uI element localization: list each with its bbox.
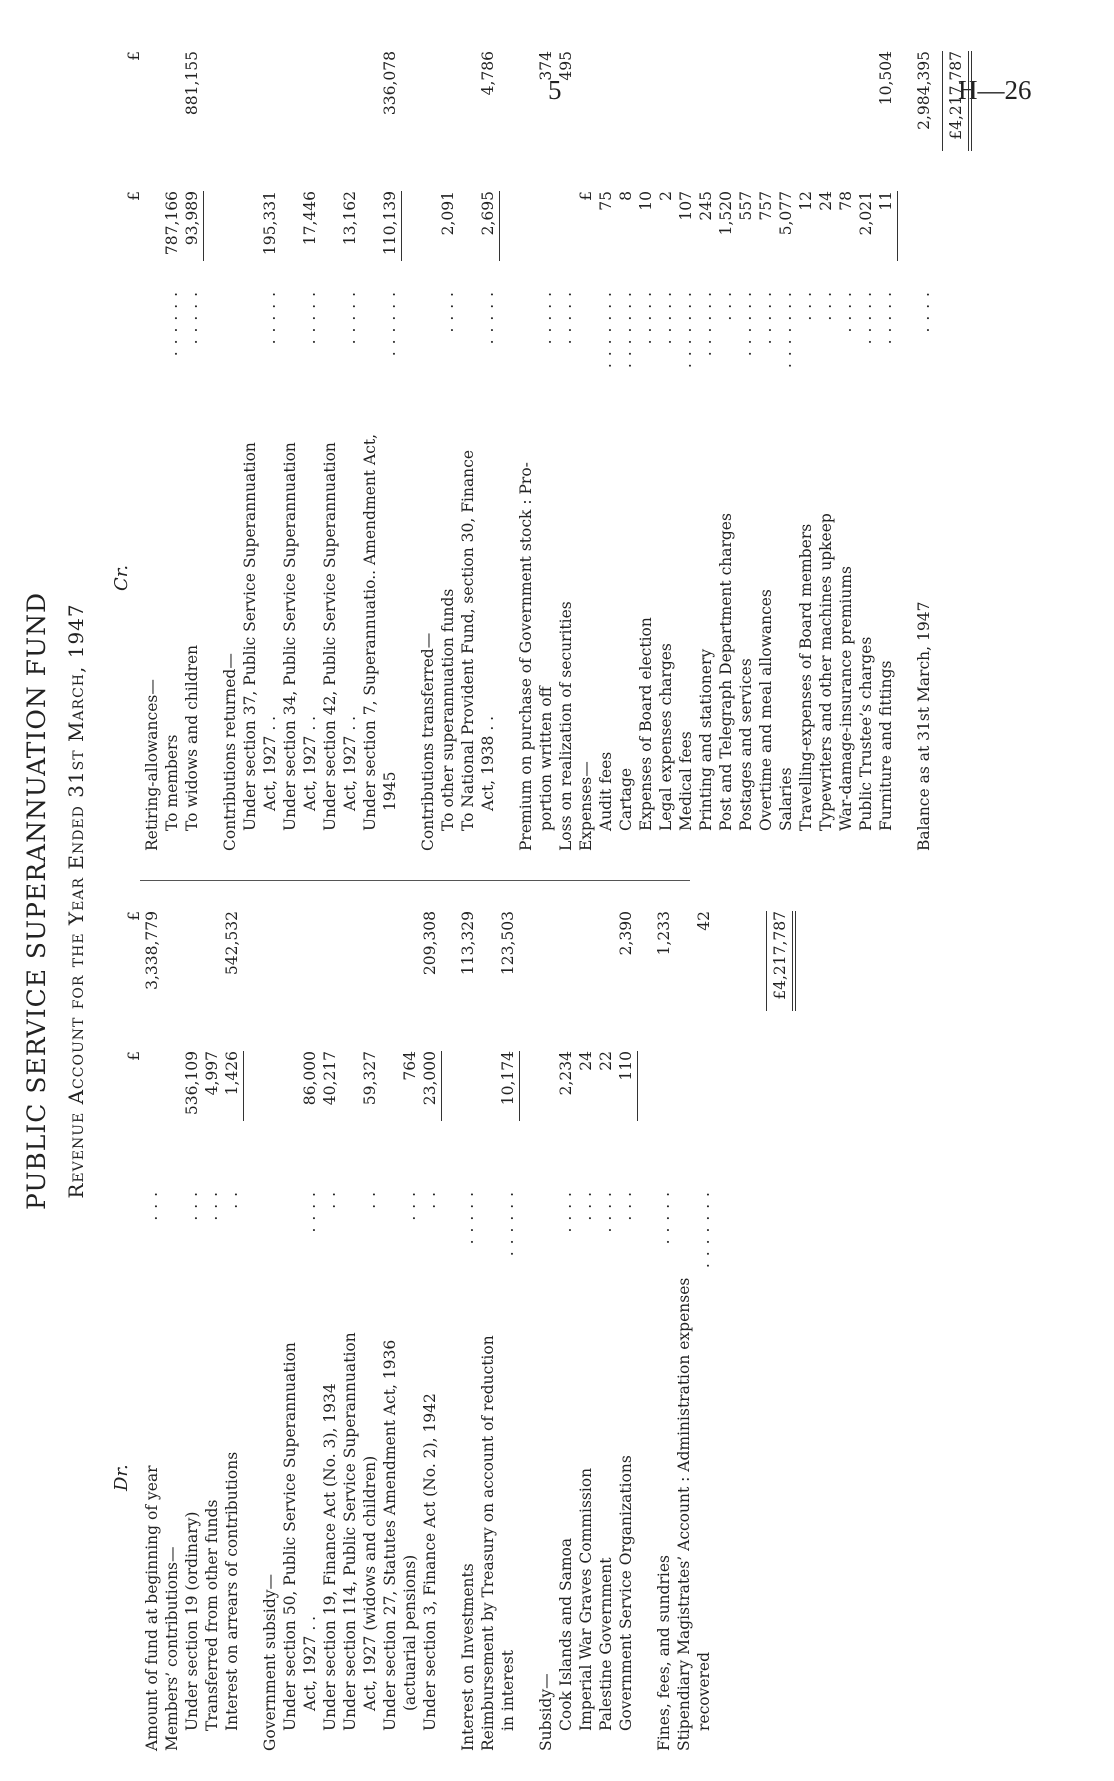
cr-row bbox=[240, 21, 260, 1781]
cr-row-label: Overtime and meal allowances bbox=[757, 589, 775, 831]
dr-row-label: (actuarial pensions) bbox=[401, 1554, 419, 1711]
cr-col2-amount: £4,217,787 bbox=[947, 51, 965, 140]
cr-col2-amount: 881,155 bbox=[183, 51, 201, 116]
cr-leader-dots: . . . . . bbox=[537, 291, 555, 345]
dr-col2-amount: 542,532 bbox=[223, 911, 241, 976]
cr-col1-amount: £ bbox=[577, 191, 595, 201]
dr-col1-amount: 24 bbox=[577, 1051, 595, 1071]
cr-row bbox=[162, 21, 182, 1781]
dr-row-label: Under section 3, Finance Act (No. 2), 1942 bbox=[421, 1393, 439, 1731]
cr-row-label: Under section 42, Public Service Superannuation bbox=[321, 442, 339, 831]
cr-row-label: 1945 bbox=[381, 771, 399, 811]
cr-leader-dots: . . . bbox=[817, 291, 835, 321]
cr-row-label: Salaries bbox=[777, 767, 795, 831]
cr-row bbox=[946, 21, 966, 1781]
dr-row-label: Palestine Government bbox=[597, 1557, 615, 1731]
cr-leader-dots: . . . . . bbox=[877, 291, 895, 345]
dr-col1-amount: 536,109 bbox=[183, 1051, 201, 1116]
dr-col1-currency: £ bbox=[125, 1051, 143, 1061]
dr-row-label: Government subsidy— bbox=[261, 1574, 279, 1751]
paper-reference: H—26 bbox=[958, 75, 1032, 105]
cr-row bbox=[380, 21, 400, 1781]
cr-col2-amount: 336,078 bbox=[381, 51, 399, 116]
dr-row-label: Imperial War Graves Commission bbox=[577, 1467, 595, 1731]
account-title: Revenue Account for the Year Ended 31st March, 1947 bbox=[64, 603, 88, 1199]
fund-title: PUBLIC SERVICE SUPERANNUATION FUND bbox=[22, 591, 51, 1211]
cr-col1-amount: 2 bbox=[657, 191, 675, 201]
cr-col1-amount: 75 bbox=[597, 191, 615, 211]
cr-col1-amount: 787,166 bbox=[163, 191, 181, 256]
cr-row-label: Audit fees bbox=[597, 751, 615, 831]
dr-col2-amount: 1,233 bbox=[655, 911, 673, 956]
cr-col2-amount: 374 bbox=[537, 51, 555, 81]
cr-row bbox=[816, 21, 836, 1781]
cr-row-label: Balance as at 31st March, 1947 bbox=[915, 601, 933, 851]
cr-subtotal-rule bbox=[401, 191, 402, 261]
dr-row-label: Government Service Organizations bbox=[617, 1455, 635, 1731]
cr-row bbox=[876, 21, 896, 1781]
cr-row bbox=[596, 21, 616, 1781]
cr-col1-amount: 13,162 bbox=[341, 191, 359, 246]
cr-row bbox=[616, 21, 636, 1781]
dr-row-label: Subsidy— bbox=[537, 1673, 555, 1751]
dr-col1-amount: 40,217 bbox=[321, 1051, 339, 1106]
dr-leader-dots: . . . bbox=[617, 1191, 635, 1221]
cr-leader-dots: . . . . bbox=[439, 291, 457, 333]
cr-total-rule-top bbox=[942, 51, 943, 151]
dr-row-label: Under section 19, Finance Act (No. 3), 1934 bbox=[321, 1383, 339, 1731]
dr-row-label: Amount of fund at beginning of year bbox=[143, 1465, 161, 1751]
cr-col1-amount: 93,989 bbox=[183, 191, 201, 246]
cr-leader-dots: . . . . . . . bbox=[777, 291, 795, 369]
cr-row-label: Furniture and fittings bbox=[877, 660, 895, 831]
cr-row bbox=[142, 21, 162, 1781]
dr-row bbox=[202, 21, 222, 1781]
cr-row-label: Medical fees bbox=[677, 731, 695, 831]
cr-leader-dots: . . . . . bbox=[183, 291, 201, 345]
cr-leader-dots: . . . . . bbox=[657, 291, 675, 345]
cr-leader-dots: . . . . . bbox=[757, 291, 775, 345]
cr-leader-dots: . . . . . bbox=[301, 291, 319, 345]
cr-row bbox=[676, 21, 696, 1781]
cr-row bbox=[716, 21, 736, 1781]
cr-row-label: To other superannuation funds bbox=[439, 588, 457, 831]
cr-row bbox=[796, 21, 816, 1781]
cr-row-label: Act, 1938 . . bbox=[479, 715, 497, 811]
cr-row-label: Cartage bbox=[617, 767, 635, 831]
cr-row bbox=[696, 21, 716, 1781]
cr-leader-dots: . . . . . bbox=[479, 291, 497, 345]
cr-row-label: Typewriters and other machines upkeep bbox=[817, 513, 835, 831]
cr-row-label: Premium on purchase of Government stock : Pro- bbox=[517, 462, 535, 851]
cr-row-label: Expenses of Board election bbox=[637, 617, 655, 831]
cr-row bbox=[438, 21, 458, 1781]
dr-row-label: Under section 27, Statutes Amendment Act, 1936 bbox=[381, 1339, 399, 1731]
cr-col1-amount: 24 bbox=[817, 191, 835, 211]
cr-col2-currency: £ bbox=[125, 51, 143, 61]
cr-leader-dots: . . . . . . . bbox=[617, 291, 635, 369]
dr-row bbox=[498, 21, 518, 1781]
dr-col2-amount: 2,390 bbox=[617, 911, 635, 956]
cr-row bbox=[340, 21, 360, 1781]
cr-row bbox=[360, 21, 380, 1781]
cr-row bbox=[418, 21, 438, 1781]
dr-col2-amount: 3,338,779 bbox=[143, 911, 161, 990]
dr-col1-amount: 86,000 bbox=[301, 1051, 319, 1106]
cr-col1-amount: 757 bbox=[757, 191, 775, 221]
dr-col1-amount: 110 bbox=[617, 1051, 635, 1081]
cr-row-label: Public Trustee’s charges bbox=[857, 636, 875, 831]
cr-leader-dots: . . . . . . bbox=[163, 291, 181, 357]
cr-col2-amount: 10,504 bbox=[877, 51, 895, 106]
cr-leader-dots: . . . . . bbox=[637, 291, 655, 345]
cr-col1-amount: 2,695 bbox=[479, 191, 497, 236]
dr-col2-currency: £ bbox=[125, 911, 143, 921]
cr-row-label: Retiring-allowances— bbox=[143, 679, 161, 851]
cr-row bbox=[220, 21, 240, 1781]
cr-row bbox=[458, 21, 478, 1781]
dr-row-label: Interest on Investments bbox=[459, 1563, 477, 1751]
cr-subtotal-rule bbox=[897, 191, 898, 261]
dr-col1-amount: 764 bbox=[401, 1051, 419, 1081]
cr-leader-dots: . . . . . bbox=[857, 291, 875, 345]
cr-leader-dots: . . . bbox=[717, 291, 735, 321]
dr-col2-amount: £4,217,787 bbox=[771, 911, 789, 1000]
cr-row bbox=[756, 21, 776, 1781]
cr-row bbox=[260, 21, 280, 1781]
dr-col2-amount: 42 bbox=[695, 911, 713, 931]
dr-row-label: Under section 19 (ordinary) bbox=[183, 1511, 201, 1731]
dr-col1-amount: 10,174 bbox=[499, 1051, 517, 1106]
dr-col1-amount: 1,426 bbox=[223, 1051, 241, 1096]
cr-row-label: Expenses— bbox=[577, 761, 595, 851]
cr-leader-dots: . . . . . . . bbox=[597, 291, 615, 369]
cr-leader-dots: . . . . . bbox=[557, 291, 575, 345]
cr-leader-dots: . . . . bbox=[837, 291, 855, 333]
dr-leader-dots: . . . bbox=[183, 1191, 201, 1221]
dr-row-label: Stipendiary Magistrates’ Account : Administration expenses bbox=[675, 1277, 693, 1751]
cr-row-label: Loss on realization of securities bbox=[557, 601, 575, 851]
cr-row bbox=[182, 21, 202, 1781]
dr-col1-amount: 23,000 bbox=[421, 1051, 439, 1106]
cr-leader-dots: . . . . . . bbox=[381, 291, 399, 357]
cr-subtotal-rule bbox=[499, 191, 500, 261]
cr-leader-dots: . . . . . bbox=[261, 291, 279, 345]
cr-row bbox=[776, 21, 796, 1781]
cr-leader-dots: . . . . bbox=[915, 291, 933, 333]
cr-row bbox=[536, 21, 556, 1781]
dr-row-label: Interest on arrears of contributions bbox=[223, 1451, 241, 1731]
cr-row bbox=[320, 21, 340, 1781]
dr-row-label: Members’ contributions— bbox=[163, 1546, 181, 1751]
cr-row bbox=[300, 21, 320, 1781]
dr-leader-dots: . . bbox=[361, 1191, 379, 1209]
cr-col1-amount: 8 bbox=[617, 191, 635, 201]
cr-col1-amount: 17,446 bbox=[301, 191, 319, 246]
dr-row-label: Fines, fees, and sundries bbox=[655, 1555, 673, 1751]
cr-col1-amount: 78 bbox=[837, 191, 855, 211]
cr-col1-amount: 195,331 bbox=[261, 191, 279, 256]
cr-row-label: Legal expenses charges bbox=[657, 643, 675, 831]
cr-row bbox=[556, 21, 576, 1781]
dr-row-label: Under section 50, Public Service Superannuation bbox=[281, 1342, 299, 1731]
dr-row-label: Under section 114, Public Service Superannuation bbox=[341, 1332, 359, 1731]
cr-row-label: Printing and stationery bbox=[697, 648, 715, 831]
cr-leader-dots: . . . . . . bbox=[737, 291, 755, 357]
dr-col2-amount: 113,329 bbox=[459, 911, 477, 976]
dr-leader-dots: . . . . bbox=[597, 1191, 615, 1233]
dr-col1-amount: 59,327 bbox=[361, 1051, 379, 1106]
dr-leader-dots: . . . bbox=[203, 1191, 221, 1221]
dr-leader-dots: . . . . . bbox=[459, 1191, 477, 1245]
cr-row-label: Under section 37, Public Service Superannuation bbox=[241, 442, 259, 831]
cr-row-label: Contributions transferred— bbox=[419, 632, 437, 851]
dr-leader-dots: . . . . . bbox=[655, 1191, 673, 1245]
cr-subtotal-rule bbox=[203, 191, 204, 261]
dr-row-label: Reimbursement by Treasury on account of reduction bbox=[479, 1335, 497, 1751]
cr-leader-dots: . . . bbox=[797, 291, 815, 321]
cr-total-double-rule bbox=[968, 51, 972, 151]
cr-row-label: Act, 1927 . . bbox=[341, 715, 359, 811]
dr-leader-dots: . . . bbox=[401, 1191, 419, 1221]
dr-row-label: Transferred from other funds bbox=[203, 1499, 221, 1731]
cr-row bbox=[656, 21, 676, 1781]
cr-row-label: portion written off bbox=[537, 686, 555, 831]
dr-leader-dots: . . . . bbox=[301, 1191, 319, 1233]
cr-col2-amount: 4,786 bbox=[479, 51, 497, 96]
cr-col1-amount: 1,520 bbox=[717, 191, 735, 236]
cr-row-label: To National Provident Fund, section 30, Finance bbox=[459, 449, 477, 831]
dr-leader-dots: . . bbox=[223, 1191, 241, 1209]
cr-row bbox=[856, 21, 876, 1781]
cr-row-label: Postages and services bbox=[737, 658, 755, 831]
cr-row-label: Contributions returned— bbox=[221, 653, 239, 851]
cr-row bbox=[478, 21, 498, 1781]
dr-row-label: Cook Islands and Samoa bbox=[557, 1537, 575, 1731]
cr-row bbox=[576, 21, 596, 1781]
cr-row bbox=[914, 21, 934, 1781]
dr-row-label: Act, 1927 (widows and children) bbox=[361, 1455, 379, 1711]
cr-col1-amount: 107 bbox=[677, 191, 695, 221]
page-number: 5 bbox=[548, 75, 562, 105]
dr-row bbox=[400, 21, 420, 1781]
rotated-account-sheet bbox=[0, 21, 1114, 1781]
cr-row-label: Under section 7, Superannuatio.. Amendment Act, bbox=[361, 434, 379, 831]
cr-col2-amount: 2,984,395 bbox=[915, 51, 933, 130]
cr-col1-amount: 12 bbox=[797, 191, 815, 211]
dr-leader-dots: . . . bbox=[577, 1191, 595, 1221]
dr-leader-dots: . . bbox=[421, 1191, 439, 1209]
dr-row-label: Act, 1927 . . bbox=[301, 1615, 319, 1711]
cr-leader-dots: . . . . . bbox=[341, 291, 359, 345]
dr-heading: Dr. bbox=[111, 1464, 132, 1491]
cr-row bbox=[636, 21, 656, 1781]
cr-col1-amount: 2,091 bbox=[439, 191, 457, 236]
dr-row-label: in interest bbox=[499, 1650, 517, 1731]
dr-leader-dots: . . . . . . bbox=[499, 1191, 517, 1257]
cr-row-label: Act, 1927 . . bbox=[261, 715, 279, 811]
cr-col1-amount: 5,077 bbox=[777, 191, 795, 236]
cr-col1-amount: 10 bbox=[637, 191, 655, 211]
dr-col2-amount: 209,308 bbox=[421, 911, 439, 976]
cr-row-label: Post and Telegraph Department charges bbox=[717, 513, 735, 831]
cr-col1-amount: 110,139 bbox=[381, 191, 399, 256]
cr-row-label: Under section 34, Public Service Superannuation bbox=[281, 442, 299, 831]
cr-leader-dots: . . . . . . bbox=[697, 291, 715, 357]
cr-col2-amount: 495 bbox=[557, 51, 575, 81]
dr-col1-amount: 4,997 bbox=[203, 1051, 221, 1096]
cr-col1-amount: 11 bbox=[877, 191, 895, 211]
cr-leader-dots: . . . . . . . bbox=[677, 291, 695, 369]
dr-leader-dots: . . . bbox=[143, 1191, 161, 1221]
cr-row-label: War-damage-insurance premiums bbox=[837, 566, 855, 831]
dr-col1-amount: 2,234 bbox=[557, 1051, 575, 1096]
cr-col1-amount: 2,021 bbox=[857, 191, 875, 236]
cr-col1-amount: 557 bbox=[737, 191, 755, 221]
cr-row bbox=[736, 21, 756, 1781]
dr-leader-dots: . . . . . . . bbox=[695, 1191, 713, 1269]
cr-row-label: Act, 1927 . . bbox=[301, 715, 319, 811]
dr-leader-dots: . . . . bbox=[557, 1191, 575, 1233]
dr-leader-dots: . . bbox=[321, 1191, 339, 1209]
dr-col1-amount: 22 bbox=[597, 1051, 615, 1071]
dr-row-label: recovered bbox=[695, 1651, 713, 1731]
cr-heading: Cr. bbox=[111, 564, 132, 591]
cr-row-label: To members bbox=[163, 734, 181, 831]
cr-col1-amount: 245 bbox=[697, 191, 715, 221]
cr-col1-currency: £ bbox=[125, 191, 143, 201]
cr-row-label: Travelling-expenses of Board members bbox=[797, 523, 815, 831]
cr-row-label: To widows and children bbox=[183, 644, 201, 831]
cr-row bbox=[836, 21, 856, 1781]
dr-col2-amount: 123,503 bbox=[499, 911, 517, 976]
cr-row bbox=[280, 21, 300, 1781]
cr-row bbox=[516, 21, 536, 1781]
